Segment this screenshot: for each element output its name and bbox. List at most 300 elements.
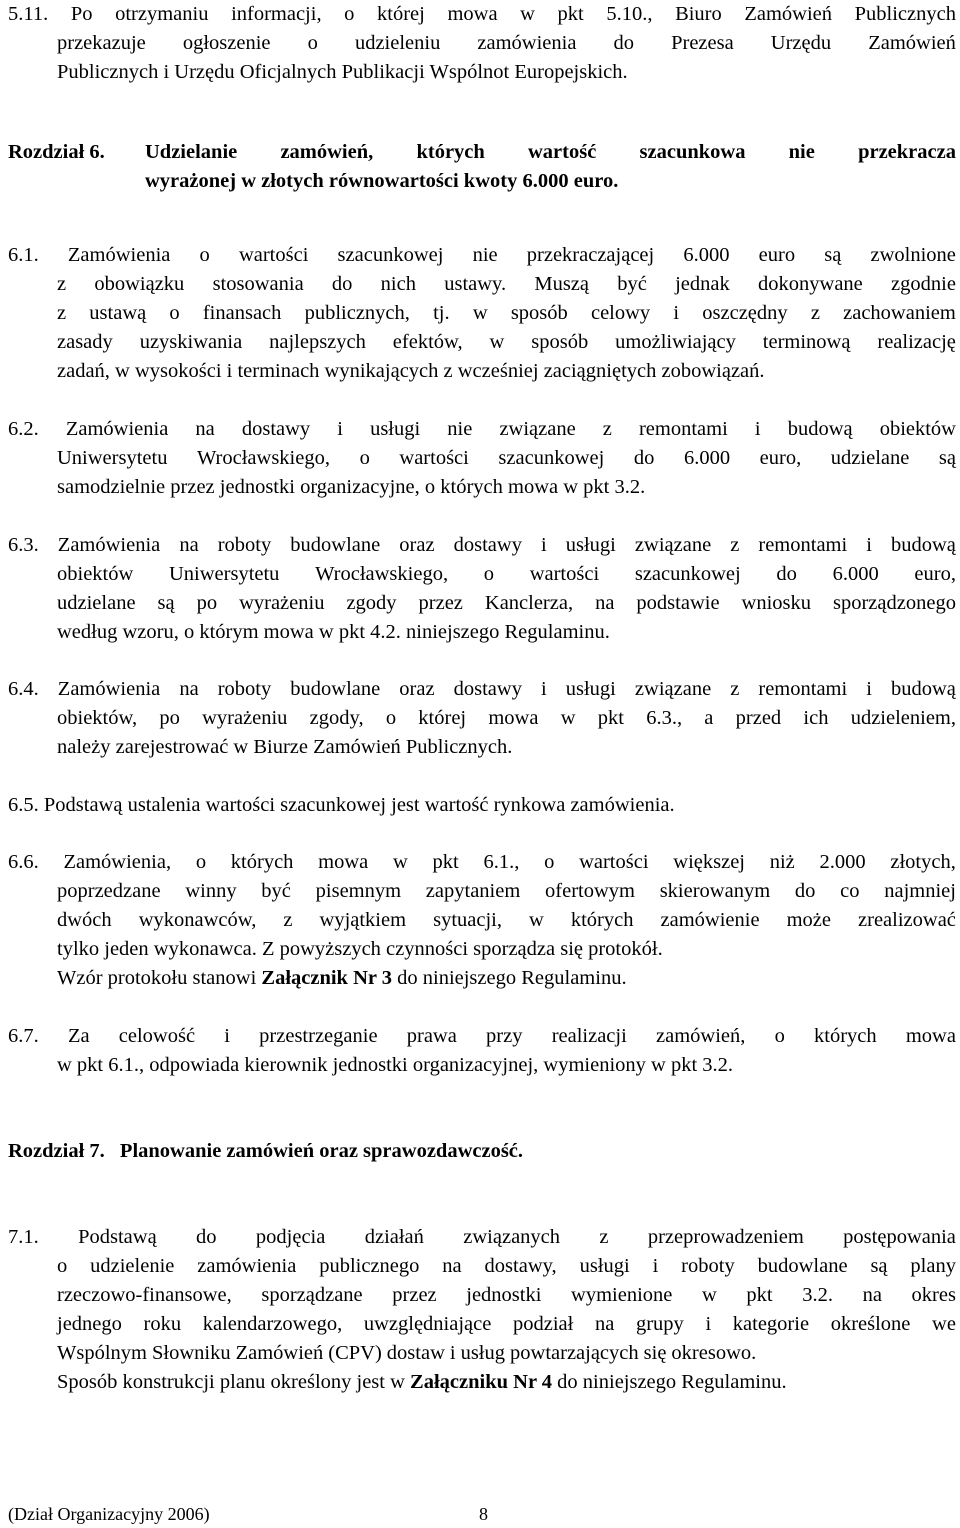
word: dostawy (453, 534, 522, 556)
word: zrealizować (858, 909, 956, 931)
word: Urzędu (770, 32, 832, 54)
word: Po (70, 3, 93, 25)
word: Zamówienia (57, 678, 161, 700)
paragraph-line (8, 560, 956, 589)
word: wniosku (741, 592, 812, 614)
word: roku (143, 1313, 182, 1335)
word: 5.10., (606, 3, 653, 25)
word: których (814, 1025, 877, 1047)
word: 5.11. (8, 3, 49, 25)
chapter-6-title (145, 138, 956, 196)
word: wyrażeniu (202, 707, 288, 729)
word: nie (788, 141, 815, 163)
word: mowa (318, 851, 369, 873)
word: Publicznych (854, 3, 956, 25)
word: szacunkowej (634, 563, 741, 585)
word: ustawą (89, 302, 147, 324)
word: Zamówienia (65, 418, 169, 440)
word: realizacji (551, 1025, 627, 1047)
word: poprzedzane (57, 880, 161, 902)
paragraph-line (8, 1051, 956, 1080)
word: Za (67, 1025, 90, 1047)
word: o (483, 563, 495, 585)
word: Uniwersytetu (57, 447, 168, 469)
word: otrzymaniu (115, 3, 209, 25)
word: z (730, 678, 740, 700)
word: usługi (565, 534, 616, 556)
word: o (169, 302, 180, 324)
word: obowiązku (94, 273, 185, 295)
word: związane (634, 534, 712, 556)
word: dostawy (241, 418, 311, 440)
word: są (870, 1255, 888, 1277)
paragraph-line (8, 675, 956, 704)
word: Biuro (675, 3, 722, 25)
word: obiektów (57, 563, 134, 585)
word: są (157, 592, 175, 614)
word: dwóch (57, 909, 112, 931)
word: tylko jeden wykonawca. Z powyższych czynności sporządza się protokół. (57, 938, 663, 960)
word: określone (830, 1313, 911, 1335)
word: 6.000 (683, 447, 731, 469)
word: zgody (346, 592, 397, 614)
word: o (774, 1025, 785, 1047)
word: 6.7. (8, 1025, 39, 1047)
word: rzeczowo-finansowe, (57, 1284, 232, 1306)
word: może (786, 909, 831, 931)
word: w (489, 331, 505, 353)
attachment-4-ref: Załączniku Nr 4 (410, 1371, 553, 1393)
word: przez (392, 1284, 437, 1306)
word: Publicznych i Urzędu Oficjalnych Publikacji Wspólnot Europejskich. (57, 61, 628, 83)
word: Wspólnym (57, 1342, 147, 1364)
word: wyjątkiem (319, 909, 407, 931)
word: której (418, 707, 467, 729)
paragraph-line (8, 791, 956, 820)
word: pkt (746, 1284, 773, 1306)
word: wykonawców, (138, 909, 257, 931)
word: i (652, 1255, 659, 1277)
word: o (385, 707, 397, 729)
word: której (377, 3, 425, 25)
word: przekazuje (57, 32, 146, 54)
paragraph (8, 531, 956, 647)
word: mowa (488, 707, 539, 729)
word: tj. (433, 302, 450, 324)
word: okresowo. (671, 1342, 757, 1364)
word: złotych, (890, 851, 956, 873)
word: i (866, 678, 872, 700)
paragraph-line (8, 241, 956, 270)
word: o (344, 3, 355, 25)
word: i (705, 1313, 712, 1335)
word: zachowaniem (843, 302, 956, 324)
word: nich (380, 273, 416, 295)
word: mowa (447, 3, 498, 25)
word: pkt (597, 707, 624, 729)
word: wymienione (571, 1284, 673, 1306)
paragraph-line (8, 415, 956, 444)
word: się (643, 1342, 667, 1364)
word: 6.4. (8, 678, 39, 700)
word: w (393, 851, 408, 873)
word: zwolnione (870, 244, 956, 266)
paragraph-line (8, 0, 956, 29)
word: co (840, 880, 860, 902)
paragraph-line (8, 906, 956, 935)
word: udzielane (57, 592, 136, 614)
word: Zamówienia (57, 534, 161, 556)
word: obiektów, (57, 707, 138, 729)
word: na (595, 592, 615, 614)
word: 6.1. (8, 244, 39, 266)
paragraph-line (8, 589, 956, 618)
word: ich (803, 707, 829, 729)
word: uwzględniające (363, 1313, 492, 1335)
word: we (932, 1313, 956, 1335)
word: w (701, 1284, 717, 1306)
paragraph-line (8, 1310, 956, 1339)
word: i (541, 678, 547, 700)
paragraph-line (8, 29, 956, 58)
paragraph-line (8, 733, 956, 762)
word: nie (447, 418, 473, 440)
word: kategorie (732, 1313, 810, 1335)
paragraph-line (8, 1339, 956, 1368)
word: prawa (406, 1025, 457, 1047)
word: przekracza (858, 141, 956, 163)
word: przez (418, 592, 463, 614)
word: informacji, (231, 3, 322, 25)
protocol-note: Wzór protokołu stanowi Załącznik Nr 3 do niniejszego Regulaminu. (8, 964, 956, 993)
word: mowa (905, 1025, 956, 1047)
word: najlepszych (269, 331, 366, 353)
word: szacunkowej (498, 447, 605, 469)
word: skierowanym (659, 880, 771, 902)
paragraph-line (8, 1022, 956, 1051)
word: pkt (557, 3, 584, 25)
word: wartość (528, 141, 597, 163)
word: do (794, 880, 816, 902)
paragraph-line (8, 618, 956, 647)
word: 6.5. Podstawą ustalenia wartości szacunkowej jest wartość rynkowa zamówienia. (8, 794, 675, 816)
word: 6.1., (483, 851, 520, 873)
word: wyrażeniu (239, 592, 325, 614)
word: najmniej (884, 880, 956, 902)
word: Podstawą (78, 1226, 157, 1248)
footer-page-number: 8 (479, 1504, 488, 1524)
word: efektów, (392, 331, 463, 353)
word: Muszą (534, 273, 589, 295)
word: 6.3. (8, 534, 39, 556)
footer-department: (Dział Organizacyjny 2006) (8, 1504, 210, 1524)
word: 6.6. (8, 851, 39, 873)
word: ustawy. (444, 273, 507, 295)
paragraph-line (8, 299, 956, 328)
word: zgodnie (891, 273, 956, 295)
word: 6.000 (683, 244, 730, 266)
word: po (159, 707, 180, 729)
word: o (307, 32, 318, 54)
word: do (196, 1226, 217, 1248)
word: związane (634, 678, 712, 700)
word: o (199, 244, 210, 266)
word: 2.000 (819, 851, 866, 873)
word: jednostki (466, 1284, 542, 1306)
word: 6.3., (646, 707, 683, 729)
word: do (776, 563, 797, 585)
word: 6.2. (8, 418, 39, 440)
word: do (633, 447, 655, 469)
word: usługi (579, 1255, 630, 1277)
word: być (617, 273, 647, 295)
paragraph (8, 848, 956, 964)
word: podjęcia (255, 1226, 326, 1248)
word: oszczędny (702, 302, 788, 324)
word: Uniwersytetu (168, 563, 280, 585)
word: niż (769, 851, 795, 873)
word: zamówień, (656, 1025, 746, 1047)
word: związanych (463, 1226, 561, 1248)
chapter-6-title-line-2: wyrażonej w złotych równowartości kwoty 6.000 euro. (145, 170, 619, 192)
word: jednak (675, 273, 730, 295)
paragraph-line (8, 935, 956, 964)
word: na (862, 1284, 882, 1306)
word: sporządzane (261, 1284, 363, 1306)
word: z (602, 418, 612, 440)
word: celowy (590, 302, 651, 324)
paragraph-line (8, 877, 956, 906)
paragraph-line (8, 270, 956, 299)
word: których (570, 909, 634, 931)
word: szacunkowa (639, 141, 746, 163)
word: z (57, 273, 67, 295)
paragraph-line (8, 704, 956, 733)
word: oraz (399, 678, 435, 700)
word: szacunkowej (337, 244, 444, 266)
word: Zamówień (868, 32, 956, 54)
paragraph (8, 675, 956, 762)
word: euro (758, 244, 796, 266)
word: finansach (202, 302, 282, 324)
word: z (599, 1226, 609, 1248)
word: i (866, 534, 872, 556)
word: na (179, 678, 199, 700)
word: przeprowadzeniem (647, 1226, 804, 1248)
word: zapytaniem (425, 880, 521, 902)
word: kalendarzowego, (202, 1313, 343, 1335)
paragraph-line (8, 357, 956, 386)
word: zamówień, (280, 141, 374, 163)
word: uzyskiwania (139, 331, 243, 353)
word: związane (499, 418, 576, 440)
attachment-3-ref: Załącznik Nr 3 (261, 967, 392, 989)
word: do (613, 32, 635, 54)
word: z (283, 909, 293, 931)
word: celowość (118, 1025, 196, 1047)
word: przekraczającej (526, 244, 655, 266)
word: udzieleniu (354, 32, 441, 54)
word: Zamówień (235, 1342, 324, 1364)
word: zamówienia (477, 32, 577, 54)
word: budowlane (290, 678, 381, 700)
word: wartości (238, 244, 309, 266)
word: przed (735, 707, 782, 729)
word: wartości (579, 851, 649, 873)
word: do (331, 273, 353, 295)
word: stosowania (212, 273, 304, 295)
word: usług (460, 1342, 506, 1364)
word: obiektów (879, 418, 956, 440)
word: na (594, 1313, 615, 1335)
word: dostawy, (484, 1255, 557, 1277)
word: o (359, 447, 370, 469)
word: budowlane (290, 534, 381, 556)
word: i (754, 418, 761, 440)
word: o (544, 851, 555, 873)
word: euro, (914, 563, 956, 585)
word: roboty (217, 678, 272, 700)
word: winny (185, 880, 237, 902)
plan-note: Sposób konstrukcji planu określony jest w Załączniku Nr 4 do niniejszego Regulaminu. (8, 1368, 956, 1397)
word: i (224, 1025, 230, 1047)
word: ofertowym (545, 880, 635, 902)
word: pkt (432, 851, 459, 873)
word: udzielenie (90, 1255, 175, 1277)
word: o (57, 1255, 68, 1277)
word: terminową (762, 331, 851, 353)
word: z (730, 534, 740, 556)
word: dokonywane (758, 273, 863, 295)
word: postępowania (843, 1226, 956, 1248)
word: Słowniku (151, 1342, 231, 1364)
word: remontami (638, 418, 728, 440)
word: zadań, w wysokości i terminach wynikających z wcześniej zaciągniętych zobowiązań. (57, 360, 765, 382)
word: dostawy (453, 678, 522, 700)
word: w (520, 3, 535, 25)
word: Zamówień (744, 3, 833, 25)
word: zamówienia (197, 1255, 297, 1277)
word: euro, (759, 447, 802, 469)
word: powtarzających (510, 1342, 639, 1364)
word: są (824, 244, 842, 266)
word: roboty (217, 534, 272, 556)
word: budowlane (757, 1255, 848, 1277)
word: zasady (57, 331, 113, 353)
paragraph (8, 241, 956, 386)
word: w pkt 6.1., odpowiada kierownik jednostki organizacyjnej, wymieniony w pkt 3.2. (57, 1054, 734, 1076)
word: dostaw (386, 1342, 445, 1364)
word: a (704, 707, 714, 729)
word: (CPV) (328, 1342, 382, 1364)
word: sposób (510, 302, 568, 324)
word: na (442, 1255, 462, 1277)
word: grupy (635, 1313, 684, 1335)
word: udzieleniem, (850, 707, 956, 729)
word: sporządzonego (833, 592, 956, 614)
word: realizację (877, 331, 956, 353)
paragraph-line (8, 1252, 956, 1281)
word: na (179, 534, 199, 556)
word: sytuacji, (433, 909, 502, 931)
chapter-7-title: Planowanie zamówień oraz sprawozdawczość. (119, 1140, 524, 1162)
paragraph-line (8, 328, 956, 357)
word: Zamówienia (67, 244, 171, 266)
word: w (472, 302, 488, 324)
paragraph-line (8, 58, 956, 87)
word: Prezesa (671, 32, 734, 54)
paragraph (8, 791, 956, 820)
word: których (416, 141, 485, 163)
word: i (449, 1342, 456, 1364)
word: wartości (529, 563, 600, 585)
word: Wrocławskiego, (197, 447, 330, 469)
word: według wzoru, o którym mowa w pkt 4.2. niniejszego Regulaminu. (57, 621, 610, 643)
word: których (230, 851, 294, 873)
word: umożliwiający (615, 331, 736, 353)
chapter-6-heading (8, 138, 105, 167)
word: większej (673, 851, 745, 873)
word: podział (512, 1313, 574, 1335)
word: publicznych, (304, 302, 410, 324)
word: publicznego (319, 1255, 420, 1277)
word: Udzielanie (145, 141, 238, 163)
word: usługi (565, 678, 616, 700)
word: Wrocławskiego, (315, 563, 449, 585)
word: zamówienie (660, 909, 760, 931)
word: roboty (681, 1255, 735, 1277)
chapter-7-label: Rozdział 7. (8, 1140, 105, 1162)
word: samodzielnie przez jednostki organizacyjne, o których mowa w pkt 3.2. (57, 476, 646, 498)
word: i (337, 418, 343, 440)
paragraph-line (8, 531, 956, 560)
word: w (529, 909, 544, 931)
word: po (196, 592, 218, 614)
paragraph (8, 1022, 956, 1080)
word: z (57, 302, 67, 324)
word: i (541, 534, 547, 556)
word: na (195, 418, 215, 440)
word: zgody, (309, 707, 364, 729)
word: jednego (57, 1313, 122, 1335)
word: o (195, 851, 207, 873)
word: pisemnym (315, 880, 402, 902)
word: remontami (758, 678, 848, 700)
word: 3.2. (802, 1284, 833, 1306)
chapter-6-label: Rozdział 6. (8, 141, 105, 163)
word: są (938, 447, 956, 469)
word: Kanclerza, (484, 592, 574, 614)
word: budową (890, 678, 956, 700)
word: być (261, 880, 291, 902)
word: z (810, 302, 820, 324)
word: wartości (399, 447, 469, 469)
word: w (560, 707, 576, 729)
word: sposób (531, 331, 589, 353)
word: budową (787, 418, 853, 440)
paragraph (8, 415, 956, 502)
paragraph-line (8, 1281, 956, 1310)
paragraph (8, 1223, 956, 1368)
word: przy (486, 1025, 523, 1047)
word: podstawie (636, 592, 720, 614)
word: należy zarejestrować w Biurze Zamówień Publicznych. (57, 736, 513, 758)
word: przestrzeganie (259, 1025, 378, 1047)
paragraph (8, 0, 956, 87)
word: działań (364, 1226, 424, 1248)
word: 7.1. (8, 1226, 39, 1248)
paragraph-line (8, 444, 956, 473)
